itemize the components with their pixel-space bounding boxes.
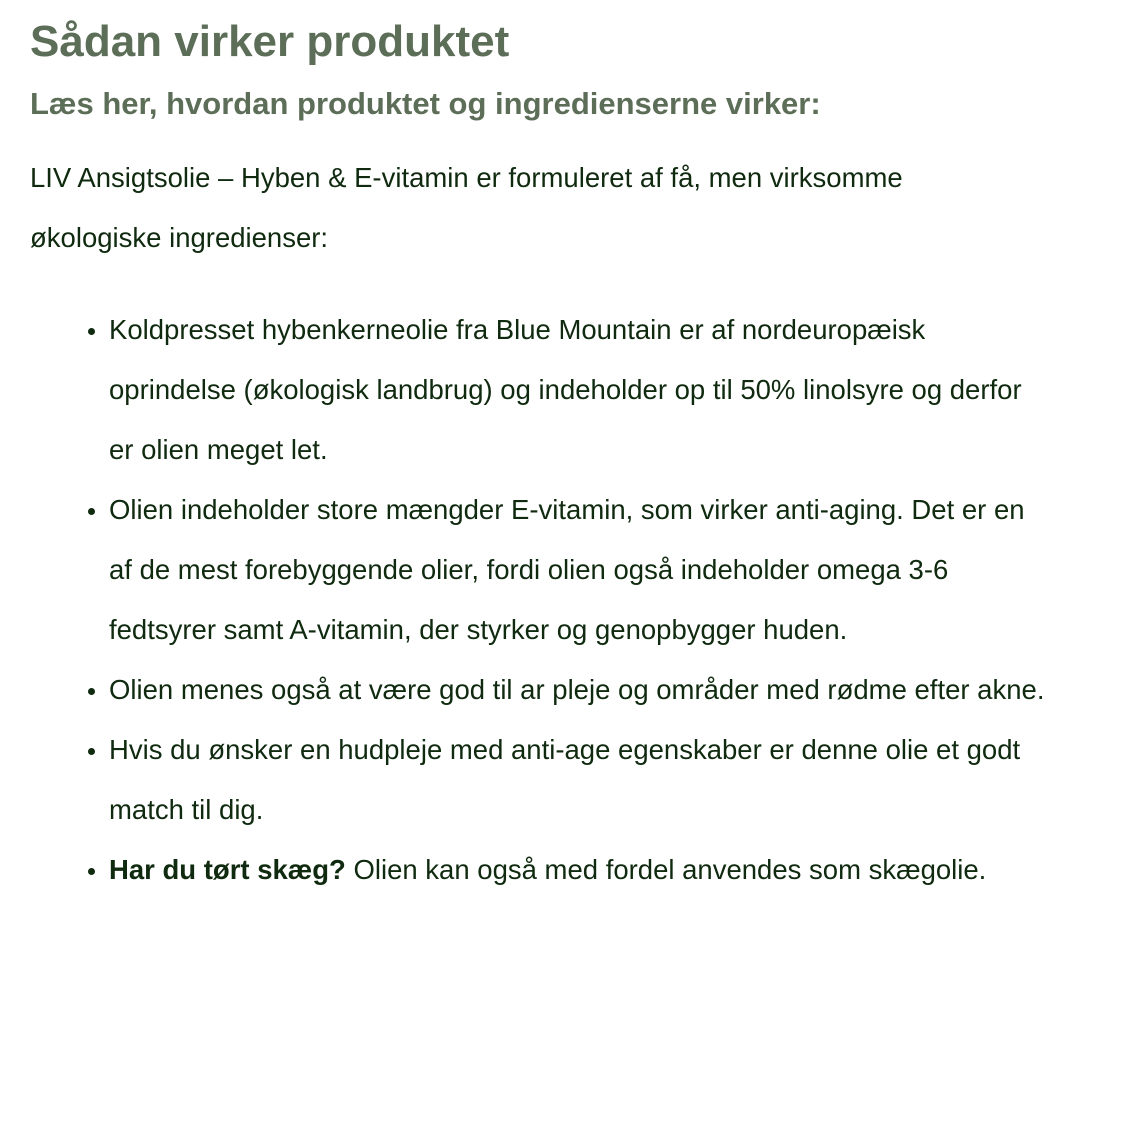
list-item [109,720,1049,840]
list-item [109,480,1049,660]
intro-paragraph: LIV Ansigtsolie – Hyben & E-vitamin er formuleret af få, men virksomme økologiske ingredienser: [30,162,903,253]
page-subtitle: Læs her, hvordan produktet og ingredienserne virker: [30,86,821,121]
page-title: Sådan virker produktet [30,17,510,66]
list-item-bold: Har du tørt skæg? [109,854,346,885]
list-item [109,840,1049,900]
list-item-text: Olien menes også at være god til ar pleje og områder med rødme efter akne. [109,674,1045,705]
list-item-text: Olien kan også med fordel anvendes som skægolie. [345,854,987,885]
list-item-text: Olien indeholder store mængder E-vitamin, som virker anti-aging. Det er en af de mest forebyggende olier, fordi olien også indeholder omega 3-6 fedtsyrer samt A-vitamin, der styrker og genopbygger huden. [109,494,1025,645]
list-item-text: Hvis du ønsker en hudpleje med anti-age egenskaber er denne olie et godt match til dig. [109,734,1021,825]
ingredient-list [30,300,1049,900]
list-item [109,660,1049,720]
list-item [109,300,1049,480]
list-item-text: Koldpresset hybenkerneolie fra Blue Mountain er af nordeuropæisk oprindelse (økologisk landbrug) og indeholder op til 50% linolsyre og derfor er olien meget let. [109,314,1022,465]
